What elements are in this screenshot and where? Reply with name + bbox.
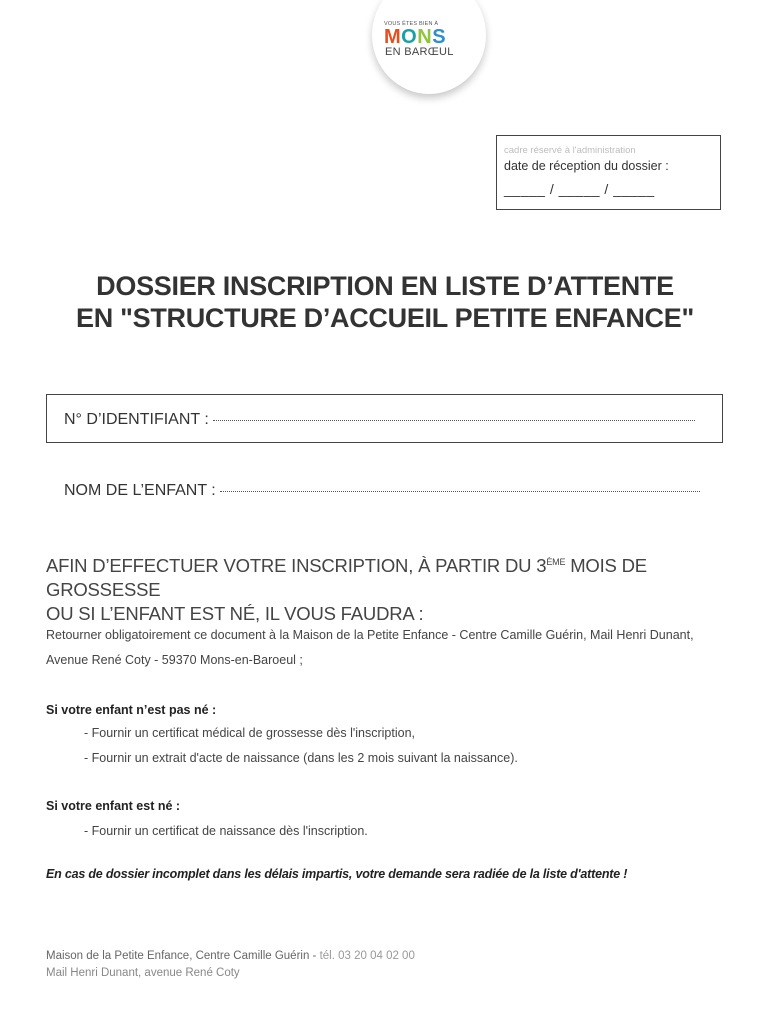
reception-date-field[interactable]: _____ / _____ / _____ (504, 181, 655, 197)
list-item: - Fournir un extrait d'acte de naissance (dans les 2 mois suivant la naissance). (84, 751, 518, 765)
logo-letter: M (384, 26, 402, 48)
intro-paragraph: Retourner obligatoirement ce document à la Maison de la Petite Enfance - Centre Camille Guérin, Mail Henri Dunant, Avenue René Coty - 59370 Mons-en-Baroeul ; (46, 628, 694, 667)
identifier-input-line[interactable] (213, 419, 695, 421)
list-item: - Fournir un certificat de naissance dès l'inscription. (84, 824, 368, 838)
footer-address: Mail Henri Dunant, avenue René Coty (46, 967, 240, 979)
logo-letter: N (417, 26, 433, 48)
child-name-field[interactable] (64, 482, 700, 500)
instructions-heading (46, 550, 736, 626)
heading-line-2: OU SI L’ENFANT EST NÉ, IL VOUS FAUDRA : (46, 603, 424, 625)
footer-org: Maison de la Petite Enfance, Centre Camille Guérin - (46, 950, 320, 962)
title-line-1: DOSSIER INSCRIPTION EN LISTE D’ATTENTE (96, 271, 674, 301)
logo-tagline: VOUS ÊTES BIEN À (384, 21, 439, 27)
logo-letter: O (401, 26, 418, 48)
footer-phone: tél. 03 20 04 02 00 (319, 950, 415, 962)
admin-reserved-label: cadre réservé à l'administration (504, 145, 636, 156)
warning-text: En cas de dossier incomplet dans les délais impartis, votre demande sera radiée de la liste d'attente ! (46, 867, 628, 881)
title-line-2: EN "STRUCTURE D’ACCUEIL PETITE ENFANCE" (76, 303, 694, 333)
logo-letter: S (432, 26, 447, 48)
logo-subline: EN BARŒUL (385, 46, 454, 58)
heading-part-1: AFIN D’EFFECTUER VOTRE INSCRIPTION, À PARTIR DU 3 (46, 555, 547, 577)
logo-name (384, 27, 446, 47)
page-title (40, 270, 730, 334)
identifier-label: N° D’IDENTIFIANT : (64, 411, 209, 428)
list-item: - Fournir un certificat médical de grossesse dès l'inscription, (84, 726, 415, 740)
born-title: Si votre enfant est né : (46, 799, 181, 813)
reception-date-label: date de réception du dossier : (504, 159, 669, 173)
child-name-input-line[interactable] (220, 490, 700, 492)
not-born-title: Si votre enfant n’est pas né : (46, 703, 217, 717)
heading-superscript: ÈME (546, 557, 566, 567)
child-name-label: NOM DE L’ENFANT : (64, 482, 216, 499)
heading-part-2: MOIS DE GROSSESSE (46, 555, 647, 601)
footer-contact (46, 950, 415, 962)
identifier-field[interactable] (64, 411, 695, 429)
heading-line-1 (46, 550, 736, 602)
